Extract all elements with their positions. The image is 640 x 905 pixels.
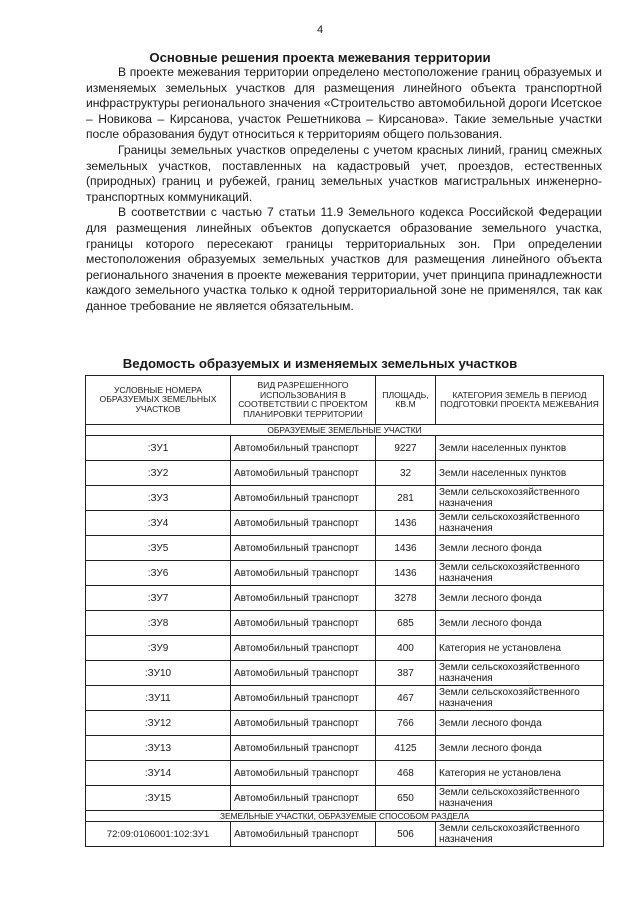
plot-number-cell: :ЗУ12: [86, 711, 231, 736]
land-category-cell: Земли сельскохозяйственного назначения: [436, 686, 604, 711]
area-cell: 685: [376, 611, 436, 636]
area-cell: 281: [376, 486, 436, 511]
permitted-use-cell: Автомобильный транспорт: [231, 561, 376, 586]
paragraph-3: В соответствии с частью 7 статьи 11.9 Земельного кодекса Российской Федерации для размещения линейных объектов допускается образование земельного участка, границы которого пересекают границы территориальных зон. При определении местоположения образуемых земельных участков для размещения линейного объекта регионального значения в проекте межевания территории, учет принципа принадлежности каждого земельного участка только к одной территориальной зоне не применялся, так как данное требование не является обязательным.: [86, 205, 602, 313]
land-category-cell: Земли лесного фонда: [436, 736, 604, 761]
land-plots-table: [85, 375, 604, 847]
permitted-use-cell: Автомобильный транспорт: [231, 686, 376, 711]
permitted-use-cell: Автомобильный транспорт: [231, 511, 376, 536]
land-category-cell: Земли лесного фонда: [436, 536, 604, 561]
land-category-cell: Земли лесного фонда: [436, 711, 604, 736]
plot-number-cell: :ЗУ5: [86, 536, 231, 561]
area-cell: 468: [376, 761, 436, 786]
header-land-category: КАТЕГОРИЯ ЗЕМЕЛЬ В ПЕРИОД ПОДГОТОВКИ ПРОЕКТА МЕЖЕВАНИЯ: [436, 376, 604, 425]
table-row: [86, 536, 604, 561]
plot-number-cell: :ЗУ13: [86, 736, 231, 761]
permitted-use-cell: Автомобильный транспорт: [231, 636, 376, 661]
paragraph-2: Границы земельных участков определены с учетом красных линий, границ смежных земельных участков, поставленных на кадастровый учет, проездов, естественных (природных) границ и рубежей, границ земельных участков магистральных инженерно-транспортных коммуникаций.: [86, 142, 602, 204]
header-plot-number: УСЛОВНЫЕ НОМЕРА ОБРАЗУЕМЫХ ЗЕМЕЛЬНЫХ УЧАСТКОВ: [86, 376, 231, 425]
plot-number-cell: :ЗУ8: [86, 611, 231, 636]
permitted-use-cell: Автомобильный транспорт: [231, 586, 376, 611]
permitted-use-cell: Автомобильный транспорт: [231, 736, 376, 761]
land-category-cell: Категория не установлена: [436, 636, 604, 661]
table-row: [86, 761, 604, 786]
area-cell: 387: [376, 661, 436, 686]
land-category-cell: Земли сельскохозяйственного назначения: [436, 511, 604, 536]
area-cell: 9227: [376, 436, 436, 461]
area-cell: 32: [376, 461, 436, 486]
table-row: [86, 822, 604, 847]
table-row: [86, 661, 604, 686]
table-row: [86, 586, 604, 611]
section-label: ЗЕМЕЛЬНЫЕ УЧАСТКИ, ОБРАЗУЕМЫЕ СПОСОБОМ РАЗДЕЛА: [86, 811, 604, 822]
land-category-cell: Земли сельскохозяйственного назначения: [436, 786, 604, 811]
area-cell: 1436: [376, 561, 436, 586]
plot-number-cell: :ЗУ11: [86, 686, 231, 711]
plot-number-cell: :ЗУ10: [86, 661, 231, 686]
area-cell: 400: [376, 636, 436, 661]
plot-number-cell: :ЗУ7: [86, 586, 231, 611]
table-row: [86, 436, 604, 461]
paragraph-1: В проекте межевания территории определено местоположение границ образуемых и изменяемых земельных участков для размещения линейного объекта транспортной инфраструктуры регионального значения «Строительство автомобильной дороги Исетское – Новикова – Кирсанова, участок Решетникова – Кирсанова». Такие земельные участки после образования будут относиться к территориям общего пользования.: [86, 65, 602, 142]
plot-number-cell: :ЗУ4: [86, 511, 231, 536]
land-category-cell: Земли сельскохозяйственного назначения: [436, 661, 604, 686]
table-row: [86, 461, 604, 486]
plot-number-cell: 72:09:0106001:102:ЗУ1: [86, 822, 231, 847]
land-category-cell: Земли населенных пунктов: [436, 436, 604, 461]
area-cell: 766: [376, 711, 436, 736]
page-number: 4: [316, 24, 324, 36]
land-category-cell: Земли лесного фонда: [436, 611, 604, 636]
area-cell: 3278: [376, 586, 436, 611]
plot-number-cell: :ЗУ1: [86, 436, 231, 461]
area-cell: 4125: [376, 736, 436, 761]
table-row: [86, 711, 604, 736]
permitted-use-cell: Автомобильный транспорт: [231, 461, 376, 486]
area-cell: 1436: [376, 536, 436, 561]
land-category-cell: Земли лесного фонда: [436, 586, 604, 611]
section-row-division: [86, 811, 604, 822]
table-row: [86, 611, 604, 636]
plot-number-cell: :ЗУ6: [86, 561, 231, 586]
section-row-formed: [86, 425, 604, 436]
body-text: [86, 65, 602, 315]
land-category-cell: Земли сельскохозяйственного назначения: [436, 561, 604, 586]
section-title: Основные решения проекта межевания территории: [149, 50, 491, 65]
permitted-use-cell: Автомобильный транспорт: [231, 661, 376, 686]
permitted-use-cell: Автомобильный транспорт: [231, 761, 376, 786]
table-row: [86, 486, 604, 511]
area-cell: 506: [376, 822, 436, 847]
area-cell: 467: [376, 686, 436, 711]
permitted-use-cell: Автомобильный транспорт: [231, 486, 376, 511]
permitted-use-cell: Автомобильный транспорт: [231, 822, 376, 847]
plot-number-cell: :ЗУ15: [86, 786, 231, 811]
land-category-cell: Земли сельскохозяйственного назначения: [436, 822, 604, 847]
permitted-use-cell: Автомобильный транспорт: [231, 786, 376, 811]
table-row: [86, 786, 604, 811]
plot-number-cell: :ЗУ2: [86, 461, 231, 486]
permitted-use-cell: Автомобильный транспорт: [231, 611, 376, 636]
plot-number-cell: :ЗУ14: [86, 761, 231, 786]
table-row: [86, 561, 604, 586]
plot-number-cell: :ЗУ3: [86, 486, 231, 511]
table-title: Ведомость образуемых и изменяемых земельных участков: [122, 356, 518, 371]
table-row: [86, 636, 604, 661]
permitted-use-cell: Автомобильный транспорт: [231, 436, 376, 461]
land-category-cell: Земли населенных пунктов: [436, 461, 604, 486]
table-body: [86, 425, 604, 847]
permitted-use-cell: Автомобильный транспорт: [231, 536, 376, 561]
table-header-row: [86, 376, 604, 425]
table-row: [86, 736, 604, 761]
header-area: ПЛОЩАДЬ, КВ.М: [376, 376, 436, 425]
area-cell: 650: [376, 786, 436, 811]
permitted-use-cell: Автомобильный транспорт: [231, 711, 376, 736]
header-permitted-use: ВИД РАЗРЕШЕННОГО ИСПОЛЬЗОВАНИЯ В СООТВЕТСТВИИ С ПРОЕКТОМ ПЛАНИРОВКИ ТЕРРИТОРИИ: [231, 376, 376, 425]
table-row: [86, 686, 604, 711]
plot-number-cell: :ЗУ9: [86, 636, 231, 661]
section-label: ОБРАЗУЕМЫЕ ЗЕМЕЛЬНЫЕ УЧАСТКИ: [86, 425, 604, 436]
area-cell: 1436: [376, 511, 436, 536]
land-category-cell: Земли сельскохозяйственного назначения: [436, 486, 604, 511]
table-row: [86, 511, 604, 536]
land-category-cell: Категория не установлена: [436, 761, 604, 786]
